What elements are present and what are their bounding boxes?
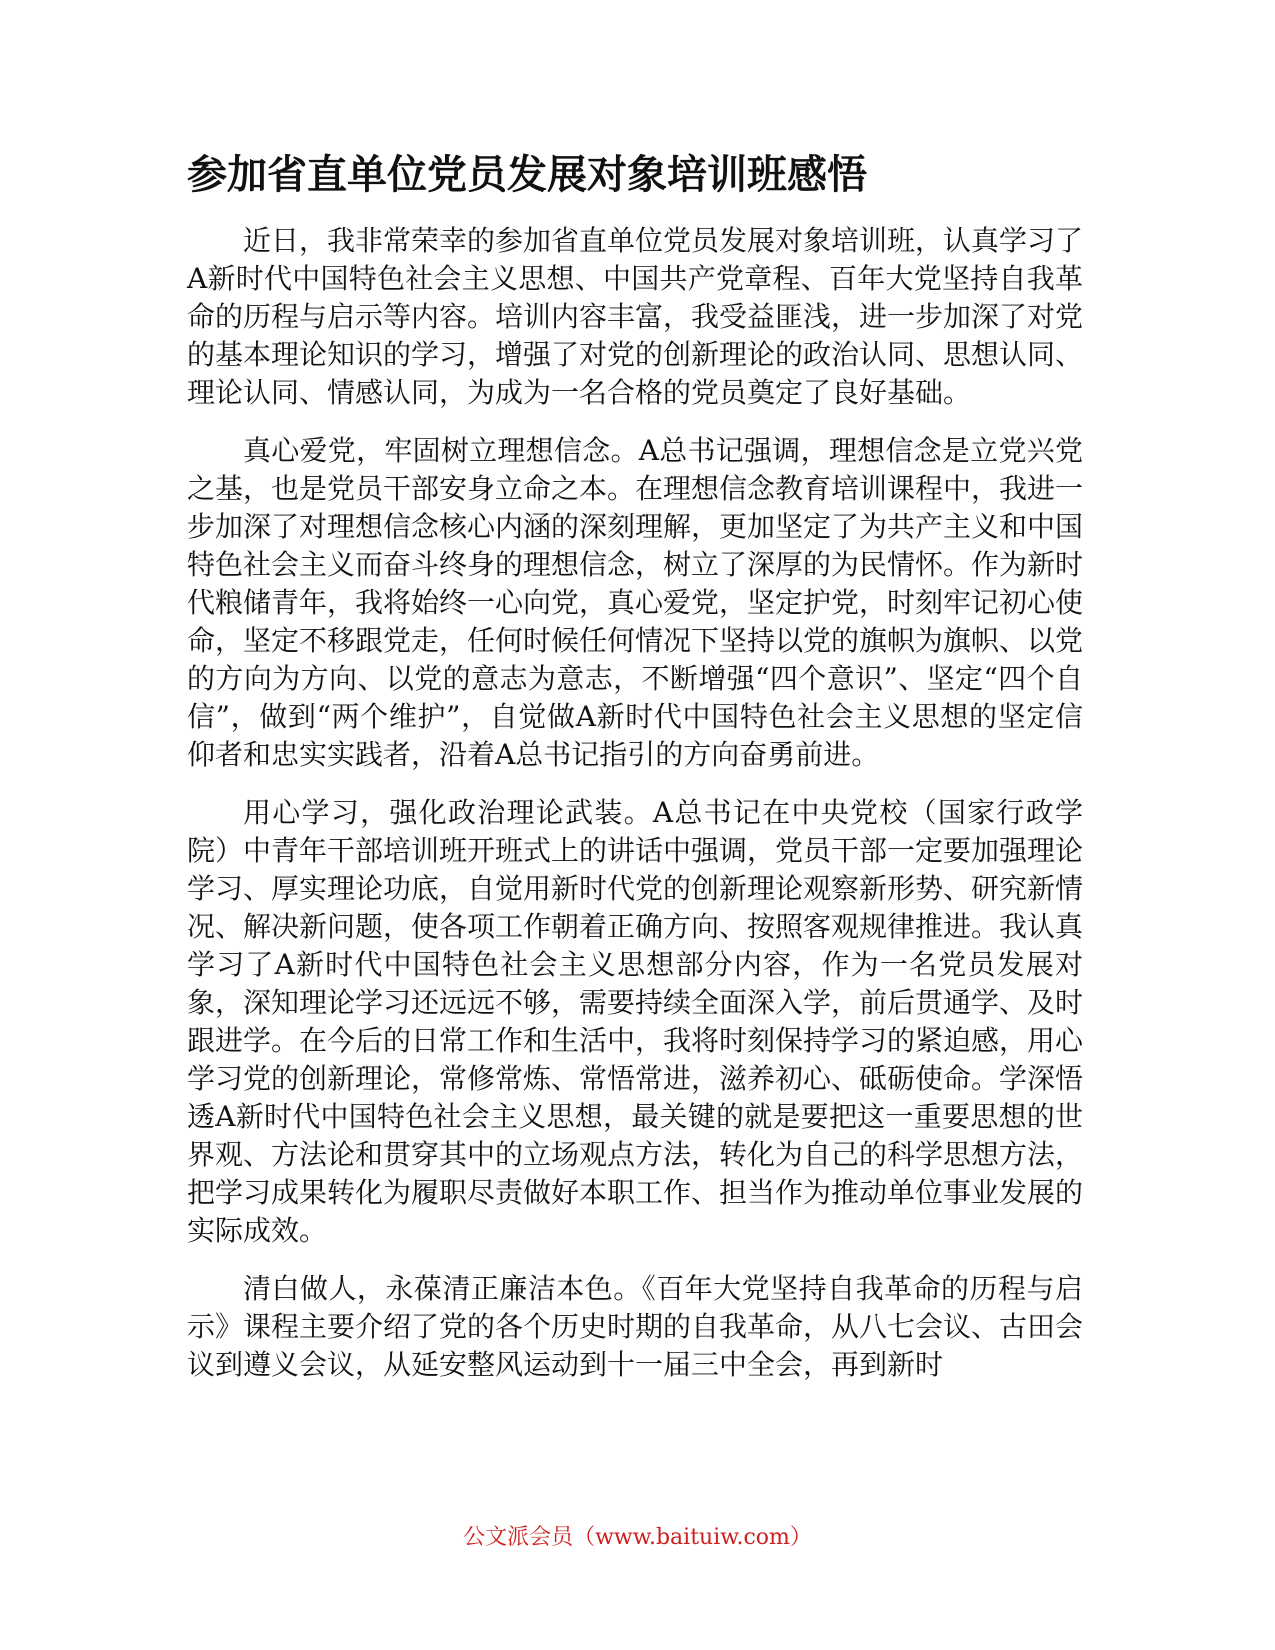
paragraph-integrity: 清白做人，永葆清正廉洁本色。《百年大党坚持自我革命的历程与启示》课程主要介绍了党的各个历史时期的自我革命，从八七会议、古田会议到遵义会议，从延安整风运动到十一届三中全会，再到新时 xyxy=(187,1272,1084,1381)
paragraph-study-theory: 用心学习，强化政治理论武装。A总书记在中央党校（国家行政学院）中青年干部培训班开班式上的讲话中强调，党员干部一定要加强理论学习、厚实理论功底，自觉用新时代党的创新理论观察新形势、研究新情况、解决新问题，使各项工作朝着正确方向、按照客观规律推进。我认真学习了A新时代中国特色社会主义思想部分内容，作为一名党员发展对象，深知理论学习还远远不够，需要持续全面深入学，前后贯通学、及时跟进学。在今后的日常工作和生活中，我将时刻保持学习的紧迫感，用心学习党的创新理论，常修常炼、常悟常进，滋养初心、砥砺使命。学深悟透A新时代中国特色社会主义思想，最关键的就是要把这一重要思想的世界观、方法论和贯穿其中的立场观点方法，转化为自己的科学思想方法，把学习成果转化为履职尽责做好本职工作、担当作为推动单位事业发展的实际成效。 xyxy=(187,796,1084,1247)
document-title: 参加省直单位党员发展对象培训班感悟 xyxy=(187,152,867,198)
footer-watermark: 公文派会员（www.baituiw.com） xyxy=(463,1525,812,1550)
paragraph-intro: 近日，我非常荣幸的参加省直单位党员发展对象培训班，认真学习了A新时代中国特色社会主义思想、中国共产党章程、百年大党坚持自我革命的历程与启示等内容。培训内容丰富，我受益匪浅，进一步加深了对党的基本理论知识的学习，增强了对党的创新理论的政治认同、思想认同、理论认同、情感认同，为成为一名合格的党员奠定了良好基础。 xyxy=(187,224,1084,409)
document-body xyxy=(187,222,1083,1404)
paragraph-love-party: 真心爱党，牢固树立理想信念。A总书记强调，理想信念是立党兴党之基，也是党员干部安身立命之本。在理想信念教育培训课程中，我进一步加深了对理想信念核心内涵的深刻理解，更加坚定了为共产主义和中国特色社会主义而奋斗终身的理想信念，树立了深厚的为民情怀。作为新时代粮储青年，我将始终一心向党，真心爱党，坚定护党，时刻牢记初心使命，坚定不移跟党走，任何时候任何情况下坚持以党的旗帜为旗帜、以党的方向为方向、以党的意志为意志，不断增强“四个意识”、坚定“四个自信”，做到“两个维护”，自觉做A新时代中国特色社会主义思想的坚定信仰者和忠实实践者，沿着A总书记指引的方向奋勇前进。 xyxy=(187,434,1084,771)
